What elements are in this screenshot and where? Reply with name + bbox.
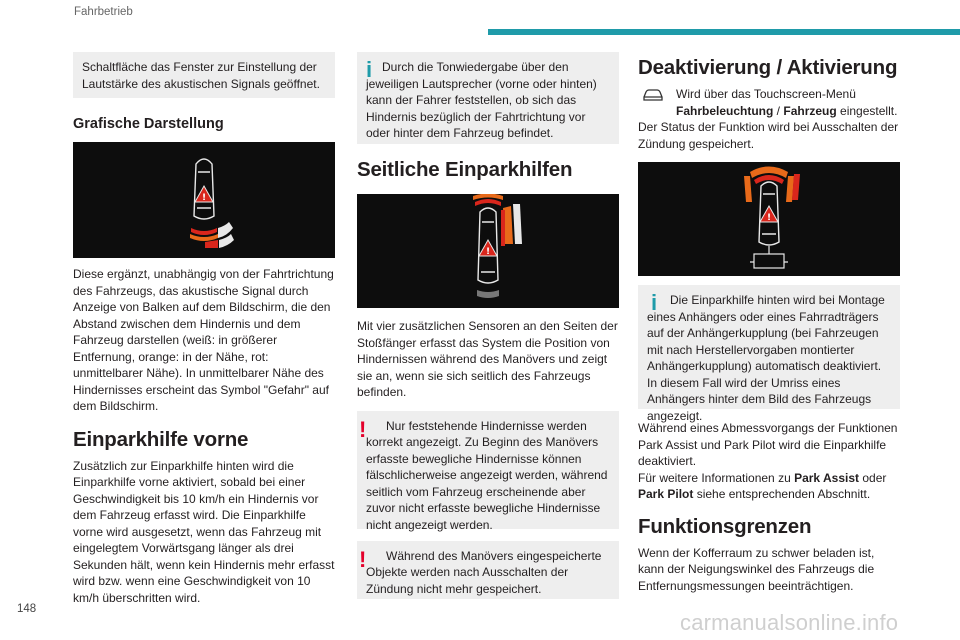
abmess-post: siehe entsprechenden Abschnitt. [693, 487, 871, 501]
svg-text:!: ! [201, 193, 207, 203]
grafische-text: Diese ergänzt, unabhängig von der Fahrtrichtung des Fahrzeugs, das akustische Signal durch Anzeige von Balken auf dem Bildschirm, die den Abstand zwischen dem Hindernis und dem Fahrzeug darstellen (weiß: in größerer Entfernung, orange: in der Nähe, rot: unmittelbarer Nähe). In unmittelbarer Nähe des Hindernisses erscheint das Symbol "Gefahr" auf dem Bildschirm. [73, 267, 334, 413]
menu-separator: / [773, 103, 784, 118]
front-bar-red [475, 199, 501, 206]
warning-2-text: Während des Manövers eingespeicherte Objekte werden nach Ausschalten der Zündung nicht mehr gespeichert. [366, 548, 602, 596]
watermark: carmanualsonline.info [680, 610, 899, 635]
info-box-trailer [638, 285, 900, 423]
rear-parking-screen-image [73, 142, 335, 258]
side-bar-orange-l [744, 176, 752, 202]
abmess-park-pilot: Park Pilot [638, 487, 694, 501]
bar-orange [190, 234, 218, 241]
trailer-outline-icon [750, 246, 788, 268]
bar-red-2 [205, 240, 218, 248]
abmess-text-2 [638, 470, 900, 503]
side-bar-white [513, 204, 522, 244]
warning-box-2 [357, 541, 619, 599]
side-parking-screen-image [357, 194, 619, 308]
svg-text:!: ! [766, 213, 772, 223]
grafische-title: Grafische Darstellung [73, 116, 224, 132]
menu-fahrbeleuchtung: Fahrbeleuchtung [676, 103, 774, 118]
header-accent-bar [488, 29, 960, 35]
info-icon: i [366, 57, 373, 82]
deakt-line-1 [638, 86, 900, 119]
menu-fahrzeug: Fahrzeug [783, 103, 837, 118]
exclamation-icon: ! [359, 546, 367, 572]
deakt-line1-text: Wird über das Touchscreen-Menü [676, 87, 856, 101]
vorne-title: Einparkhilfe vorne [73, 427, 249, 451]
deakt-text-2: Der Status der Funktion wird bei Ausschalten der Zündung gespeichert. [638, 120, 899, 151]
page-number: 148 [17, 603, 37, 615]
vorne-text: Zusätzlich zur Einparkhilfe hinten wird die Einparkhilfe vorne aktiviert, sobald bei einer Geschwindigkeit bis 10 km/h ein Hindernis vor dem Fahrzeug erfasst wird. Die Einparkhilfe vorne wird ausgesetzt, wenn das Fahrzeug mit eingelegtem Vorwärtsgang länger als drei Sekunden hält, wenn kein Hindernis mehr erfasst wird bzw. wenn eine Geschwindigkeit von 10 km/h überschritten wird. [73, 458, 335, 605]
seitlich-title: Seitliche Einparkhilfen [357, 158, 573, 181]
trailer-parking-illustration [638, 162, 900, 276]
bar-red [191, 228, 217, 235]
rear-bar-gray [477, 290, 499, 298]
abmess-park-assist: Park Assist [794, 470, 860, 485]
warning-1-text: Nur feststehende Hindernisse werden korrekt angezeigt. Zu Beginn des Manövers erfasste bewegliche Hindernisse können fälschlicherweise angezeigt werden, während seitlich vom Fahrzeug erscheinende aber zuvor nicht erfasste bewegliche Hindernisse nicht angezeigt werden. [366, 418, 608, 532]
column-3 [638, 52, 900, 594]
grenzen-title: Funktionsgrenzen [638, 514, 812, 538]
info-icon: i [651, 290, 658, 315]
column-2 [357, 52, 619, 599]
abmess-pre: Für weitere Informationen zu [638, 470, 795, 485]
rear-parking-illustration [73, 142, 335, 258]
volume-note-box [73, 52, 335, 98]
header-section: Fahrbetrieb [74, 6, 133, 18]
volume-note-text: Schaltfläche das Fenster zur Einstellung der Lautstärke des akustischen Signals geöffnet. [82, 60, 320, 91]
abmess-mid: oder [859, 470, 887, 485]
abmess-text-1: Während eines Abmessvorgangs der Funktionen Park Assist und Park Pilot wird die Einparkhilfe deaktiviert. [638, 421, 898, 468]
info-trailer-text: Die Einparkhilfe hinten wird bei Montage eines Anhängers oder eines Fahrradträgers auf der Anhängerkupplung (bei Fahrzeugen mit nach Herstellervorgaben montierter Anhängerkupplung) automatisch deaktiviert. In diesem Fall wird der Umriss eines Anhängers hinter dem Bild des Fahrzeugs angezeigt. [647, 293, 885, 423]
deakt-title: Deaktivierung / Aktivierung [638, 56, 898, 79]
info-box-speaker [357, 52, 619, 144]
exclamation-icon: ! [359, 416, 367, 442]
warning-box-1 [357, 411, 619, 532]
car-icon [642, 88, 664, 102]
trailer-parking-screen-image [638, 162, 900, 276]
column-1 [73, 52, 335, 606]
side-parking-illustration [357, 194, 619, 308]
deakt-block [638, 86, 900, 152]
info-speaker-text: Durch die Tonwiedergabe über den jeweiligen Lautsprecher (vorne oder hinten) kann der Fahrer feststellen, ob sich das Hindernis bezüglich der Fahrtrichtung vor oder hinter dem Fahrzeug befindet. [366, 60, 597, 140]
grenzen-text: Wenn der Kofferraum zu schwer beladen ist, kann der Neigungswinkel des Fahrzeugs die Entfernungsmessungen beeinträchtigen. [638, 545, 875, 593]
deakt-after-text: eingestellt. [836, 103, 898, 118]
svg-text:!: ! [485, 247, 491, 257]
seitlich-text: Mit vier zusätzlichen Sensoren an den Seiten der Stoßfänger erfasst das System die Position von Hindernissen während des Manövers und zeigt sie an, wenn sie sich seitlich des Fahrzeugs befinden. [357, 319, 618, 399]
side-bar-red [501, 210, 505, 246]
